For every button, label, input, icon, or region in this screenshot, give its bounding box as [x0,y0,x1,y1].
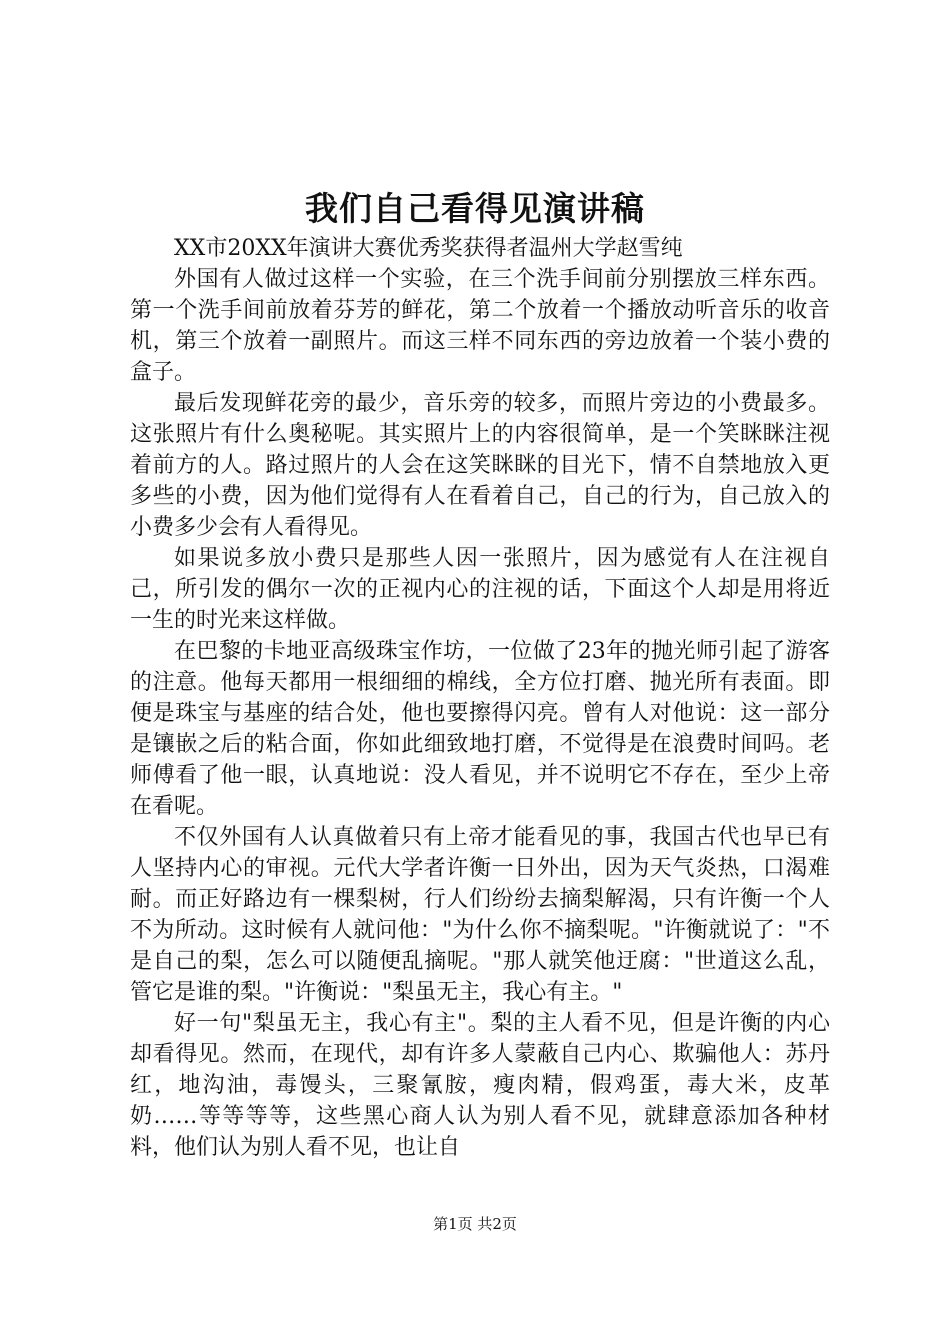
body-paragraph: 如果说多放小费只是那些人因一张照片，因为感觉有人在注视自己，所引发的偶尔一次的正视内心的注视的话，下面这个人却是用将近一生的时光来这样做。 [130,546,830,633]
body-paragraph: 最后发现鲜花旁的最少，音乐旁的较多，而照片旁边的小费最多。这张照片有什么奥秘呢。其实照片上的内容很简单，是一个笑眯眯注视着前方的人。路过照片的人会在这笑眯眯的目光下，情不自禁地放入更多些的小费，因为他们觉得有人在看着自己，自己的行为，自己放入的小费多少会有人看得见。 [130,391,830,540]
page-number-footer: 第1页 共2页 [433,1215,517,1233]
body-paragraph: 在巴黎的卡地亚高级珠宝作坊，一位做了23年的抛光师引起了游客的注意。他每天都用一根细细的棉线，全方位打磨、抛光所有表面。即便是珠宝与基座的结合处，他也要擦得闪亮。曾有人对他说：这一部分是镶嵌之后的粘合面，你如此细致地打磨，不觉得是在浪费时间吗。老师傅看了他一眼，认真地说：没人看见，并不说明它不存在，至少上帝在看呢。 [130,639,830,819]
byline-paragraph: XX市20XX年演讲大赛优秀奖获得者温州大学赵雪纯 [174,236,683,261]
body-paragraph: 外国有人做过这样一个实验，在三个洗手间前分别摆放三样东西。第一个洗手间前放着芬芳的鲜花，第二个放着一个播放动听音乐的收音机，第三个放着一副照片。而这三样不同东西的旁边放着一个装小费的盒子。 [130,267,830,385]
body-paragraph: 好一句"梨虽无主，我心有主"。梨的主人看不见，但是许衡的内心却看得见。然而，在现代，却有许多人蒙蔽自己内心、欺骗他人：苏丹红，地沟油，毒馒头，三聚氰胺，瘦肉精，假鸡蛋，毒大米，皮革奶……等等等等，这些黑心商人认为别人看不见，就肆意添加各种材料，他们认为别人看不见，也让自 [130,1011,830,1160]
document-body [130,233,830,1163]
document-title: 我们自己看得见演讲稿 [305,189,645,228]
body-paragraph: 不仅外国有人认真做着只有上帝才能看见的事，我国古代也早已有人坚持内心的审视。元代大学者许衡一日外出，因为天气炎热，口渴难耐。而正好路边有一棵梨树，行人们纷纷去摘梨解渴，只有许衡一个人不为所动。这时候有人就问他："为什么你不摘梨呢。"许衡就说了："不是自己的梨，怎么可以随便乱摘呢。"那人就笑他迂腐："世道这么乱，管它是谁的梨。"许衡说："梨虽无主，我心有主。" [130,825,830,1005]
